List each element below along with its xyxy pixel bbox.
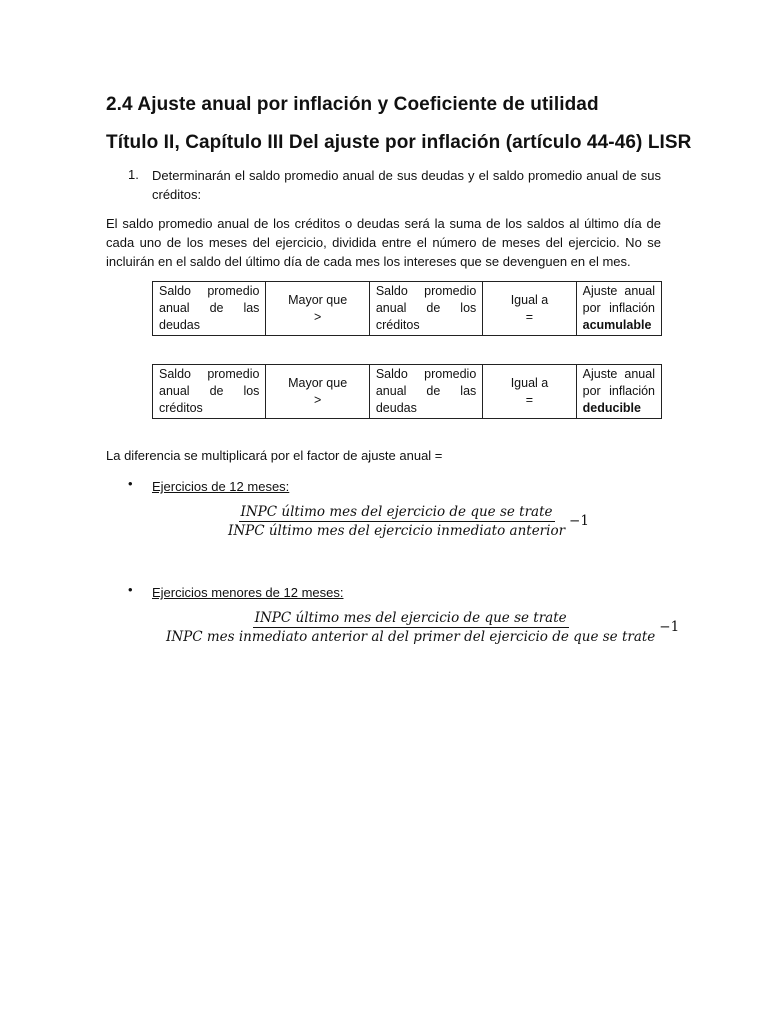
table-cell-ajuste-acumulable: Ajuste anual por inflación acumulable xyxy=(576,282,661,336)
table-cell-igual-a: Igual a = xyxy=(483,365,576,419)
formula-12-meses xyxy=(226,504,589,539)
table-cell-saldo-creditos: Saldo promedio anual de los créditos xyxy=(369,282,482,336)
subtitle: Título II, Capítulo III Del ajuste por inflación (artículo 44-46) LISR xyxy=(106,132,692,153)
bullet-icon: • xyxy=(128,582,133,597)
formula-menores-12-meses xyxy=(164,610,679,645)
table-cell-saldo-deudas: Saldo promedio anual de las deudas xyxy=(369,365,482,419)
table-row xyxy=(153,282,662,336)
table-cell-saldo-creditos: Saldo promedio anual de los créditos xyxy=(153,365,266,419)
bullet-label-menores: Ejercicios menores de 12 meses: xyxy=(152,585,344,600)
table-cell-mayor-que: Mayor que > xyxy=(266,365,369,419)
formula-minus-one: −1 xyxy=(659,619,680,635)
factor-text: La diferencia se multiplicará por el factor de ajuste anual = xyxy=(106,448,443,463)
table-cell-mayor-que: Mayor que > xyxy=(266,282,369,336)
section-title: 2.4 Ajuste anual por inflación y Coeficiente de utilidad xyxy=(106,94,599,115)
bullet-icon: • xyxy=(128,476,133,491)
bullet-label-12-meses: Ejercicios de 12 meses: xyxy=(152,479,290,494)
table-row xyxy=(153,365,662,419)
table-cell-ajuste-deducible: Ajuste anual por inflación deducible xyxy=(576,365,661,419)
definition-paragraph: El saldo promedio anual de los créditos o deudas será la suma de los saldos al último día de cada uno de los meses del ejercicio, dividida entre el número de meses del ejercicio. No se incluirán en el saldo del último día de cada mes los intereses que se devenguen en el mes. xyxy=(106,216,661,269)
table-cell-igual-a: Igual a = xyxy=(483,282,576,336)
formula-denominator: INPC último mes del ejercicio inmediato anterior xyxy=(228,523,566,539)
list-item-number: 1. xyxy=(128,167,139,182)
formula-denominator: INPC mes inmediato anterior al del primer del ejercicio de que se trate xyxy=(166,629,656,645)
comparison-table-deducible xyxy=(152,364,662,419)
table-cell-saldo-deudas: Saldo promedio anual de las deudas xyxy=(153,282,266,336)
formula-numerator: INPC último mes del ejercicio de que se trate xyxy=(240,504,553,520)
list-item-text: Determinarán el saldo promedio anual de sus deudas y el saldo promedio anual de sus créditos: xyxy=(152,168,661,202)
formula-minus-one: −1 xyxy=(569,513,589,529)
formula-numerator: INPC último mes del ejercicio de que se trate xyxy=(254,610,567,626)
comparison-table-acumulable xyxy=(152,281,662,336)
